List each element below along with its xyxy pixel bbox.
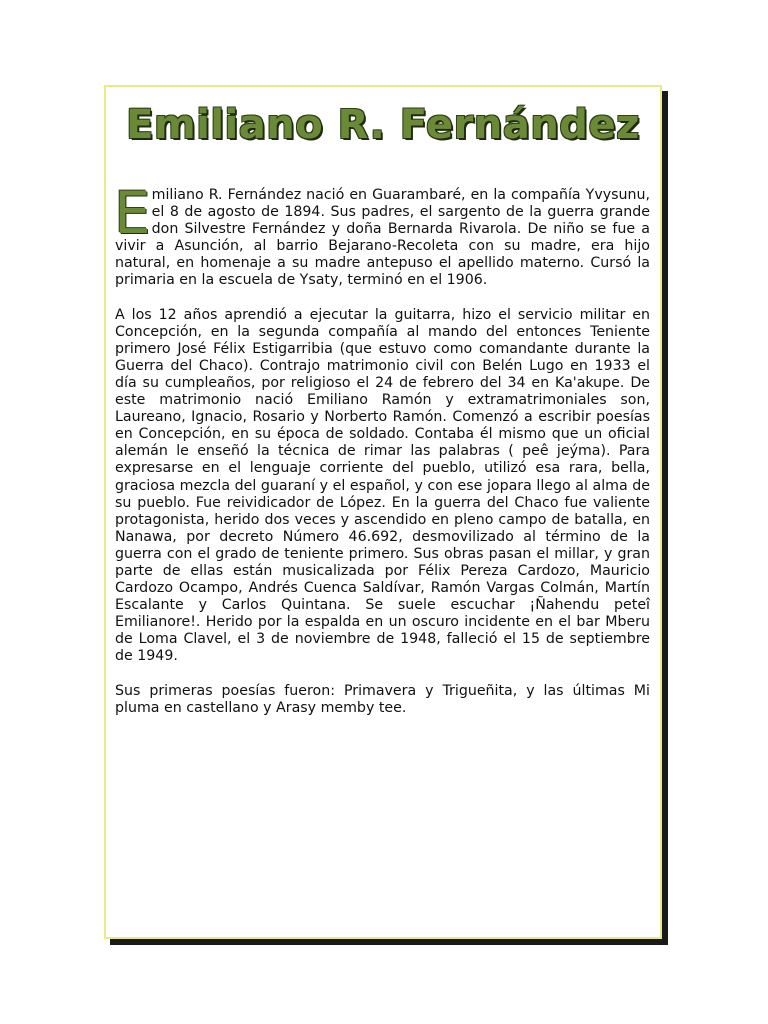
paragraph-1 (114, 179, 650, 290)
paragraph-3: Sus primeras poesías fueron: Primavera y Trigueñita, y las últimas Mi pluma en castellano y Arasy memby tee. (115, 682, 650, 716)
paragraph-2: A los 12 años aprendió a ejecutar la guitarra, hizo el servicio militar en Concepción, en la segunda compañía al mando del entonces Teniente primero José Félix Estigarribia (que estuvo como comandante durante la Guerra del Chaco). Contrajo matrimonio civil con Belén Lugo en 1933 el día su cumpleaños, por religioso el 24 de febrero del 34 en Ka'akupe. De este matrimonio nació Emiliano Ramón y extramatrimoniales son, Laureano, Ignacio, Rosario y Norberto Ramón. Comenzó a escribir poesías en Concepción, en su época de soldado. Contaba él mismo que un oficial alemán le enseñó la técnica de rimar las palabras ( peê jeýma). Para expresarse en el lenguaje corriente del pueblo, utilizó esa rara, bella, graciosa mezcla del guaraní y el español, y con ese jopara llego al alma de su pueblo. Fue reividicador de López. En la guerra del Chaco fue valiente protagonista, herido dos veces y ascendido en pleno campo de batalla, en Nanawa, por decreto Número 46.692, desmovilizado al término de la guerra con el grado de teniente primero. Sus obras pasan el millar, y gran parte de ellas están musicalizada por Félix Pereza Cardozo, Mauricio Cardozo Ocampo, Andrés Cuenca Saldívar, Ramón Vargas Colmán, Martín Escalante y Carlos Quintana. Se suele escuchar ¡Ñahendu peteî Emilianore!. Herido por la espalda en un oscuro incidente en el bar Mberu de Loma Clavel, el 3 de noviembre de 1948, falleció el 15 de septiembre de 1949. (115, 306, 650, 665)
drop-cap: E (114, 179, 151, 247)
page-frame (104, 85, 662, 939)
article-body (114, 179, 650, 734)
page-title: Emiliano R. Fernández (126, 102, 640, 148)
paragraph-1-text: miliano R. Fernández nació en Guarambaré, en la compañía Yvysunu, el 8 de agosto de 1894. Sus padres, el sargento de la guerra grande don Silvestre Fernández y doña Bernarda Rivarola. De niño se fue a vivir a Asunción, al barrio Bejarano-Recoleta con su madre, era hijo natural, en homenaje a su madre antepuso el apellido materno. Cursó la primaria en la escuela de Ysaty, terminó en el 1906. (115, 187, 650, 289)
